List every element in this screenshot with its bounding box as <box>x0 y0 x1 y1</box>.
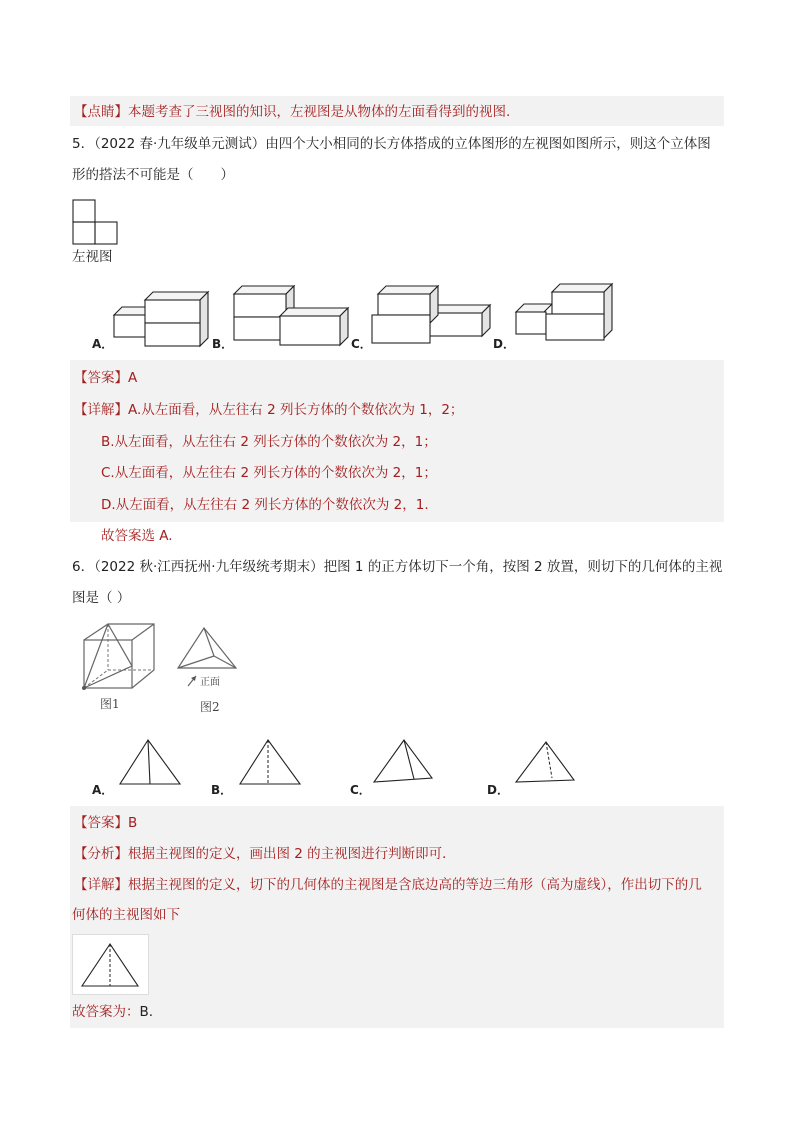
q6-stem-line2: 图是（ ） <box>72 590 131 606</box>
q6-main-view-figure <box>72 934 150 996</box>
q6-option-d-figure <box>514 740 580 788</box>
q6-analysis-text: 根据主视图的定义，画出图 2 的主视图进行判断即可． <box>128 846 456 862</box>
q5-detail-tag: 【详解】 <box>74 402 128 418</box>
q6-detail-tag: 【详解】 <box>74 877 128 893</box>
q6-answer-line <box>74 814 137 832</box>
q5-option-d-figure <box>514 284 618 348</box>
q6-answer-tag: 【答案】 <box>74 815 128 831</box>
q6-detail-text1: 根据主视图的定义，切下的几何体的主视图是含底边高的等边三角形（高为虚线），作出切下的几 <box>128 877 702 893</box>
dianjing-line <box>74 103 510 121</box>
q6-option-c-figure <box>372 738 436 788</box>
q6-figure2-arrow-label: 正面 <box>200 677 220 688</box>
q5-option-c-label: C． <box>351 337 372 351</box>
q5-stem-line2: 形的搭法不可能是（ ） <box>72 167 234 183</box>
q6-detail-line2: 何体的主视图如下 <box>72 907 180 923</box>
dianjing-text: 本题考查了三视图的知识，左视图是从物体的左面看得到的视图. <box>128 104 511 120</box>
q6-option-a-figure <box>118 738 186 788</box>
q5-detail-d: D.从左面看，从左往右 2 列长方体的个数依次为 2，1. <box>101 497 429 513</box>
q5-option-b-label: B． <box>212 337 234 351</box>
q6-analysis-tag: 【分析】 <box>74 846 128 862</box>
q6-option-b-figure <box>238 738 306 788</box>
q6-figure1-cube <box>80 622 160 692</box>
q6-conclusion-line <box>72 1003 153 1021</box>
q6-stem-line1: 6．（2022 秋·江西抚州·九年级统考期末）把图 1 的正方体切下一个角，按图 2 放置，则切下的几何体的主视 <box>72 559 723 575</box>
q5-answer-value: A <box>128 370 138 386</box>
q6-detail-line1 <box>74 876 702 894</box>
q5-option-a-label: A． <box>92 337 114 351</box>
q5-figure-caption: 左视图 <box>72 249 113 265</box>
q5-option-d-label: D． <box>493 337 515 351</box>
q5-left-view-figure <box>72 199 120 247</box>
dianjing-tag: 【点睛】 <box>74 104 128 120</box>
q5-stem-line1: 5．（2022 春·九年级单元测试）由四个大小相同的长方体搭成的立体图形的左视图如图所示，则这个立体图 <box>72 136 711 152</box>
q5-detail-b: B.从左面看，从左往右 2 列长方体的个数依次为 2，1； <box>101 434 437 450</box>
q6-analysis-line <box>74 845 456 863</box>
q6-answer-value: B <box>128 815 138 831</box>
q6-figure2-label: 图2 <box>200 700 220 714</box>
q5-option-c-figure <box>370 284 494 348</box>
q6-option-d-label: D． <box>487 783 509 797</box>
q5-detail-a: A.从左面看，从左往右 2 列长方体的个数依次为 1，2； <box>128 402 464 418</box>
q5-option-b-figure <box>232 284 352 350</box>
q6-conclusion-prefix: 故答案为： <box>72 1004 140 1020</box>
q6-option-b-label: B． <box>211 783 233 797</box>
q5-conclusion: 故答案选 A. <box>101 528 173 544</box>
q5-answer-tag: 【答案】 <box>74 370 128 386</box>
q6-figure1-label: 图1 <box>100 697 120 711</box>
q6-conclusion-value: B. <box>139 1004 154 1020</box>
q6-option-a-label: A． <box>92 783 114 797</box>
q5-option-a-figure <box>112 292 212 348</box>
q5-detail-line1 <box>74 401 463 419</box>
q6-option-c-label: C． <box>350 783 371 797</box>
q5-answer-line <box>74 369 137 387</box>
q5-detail-c: C.从左面看，从左往右 2 列长方体的个数依次为 2，1； <box>101 465 437 481</box>
